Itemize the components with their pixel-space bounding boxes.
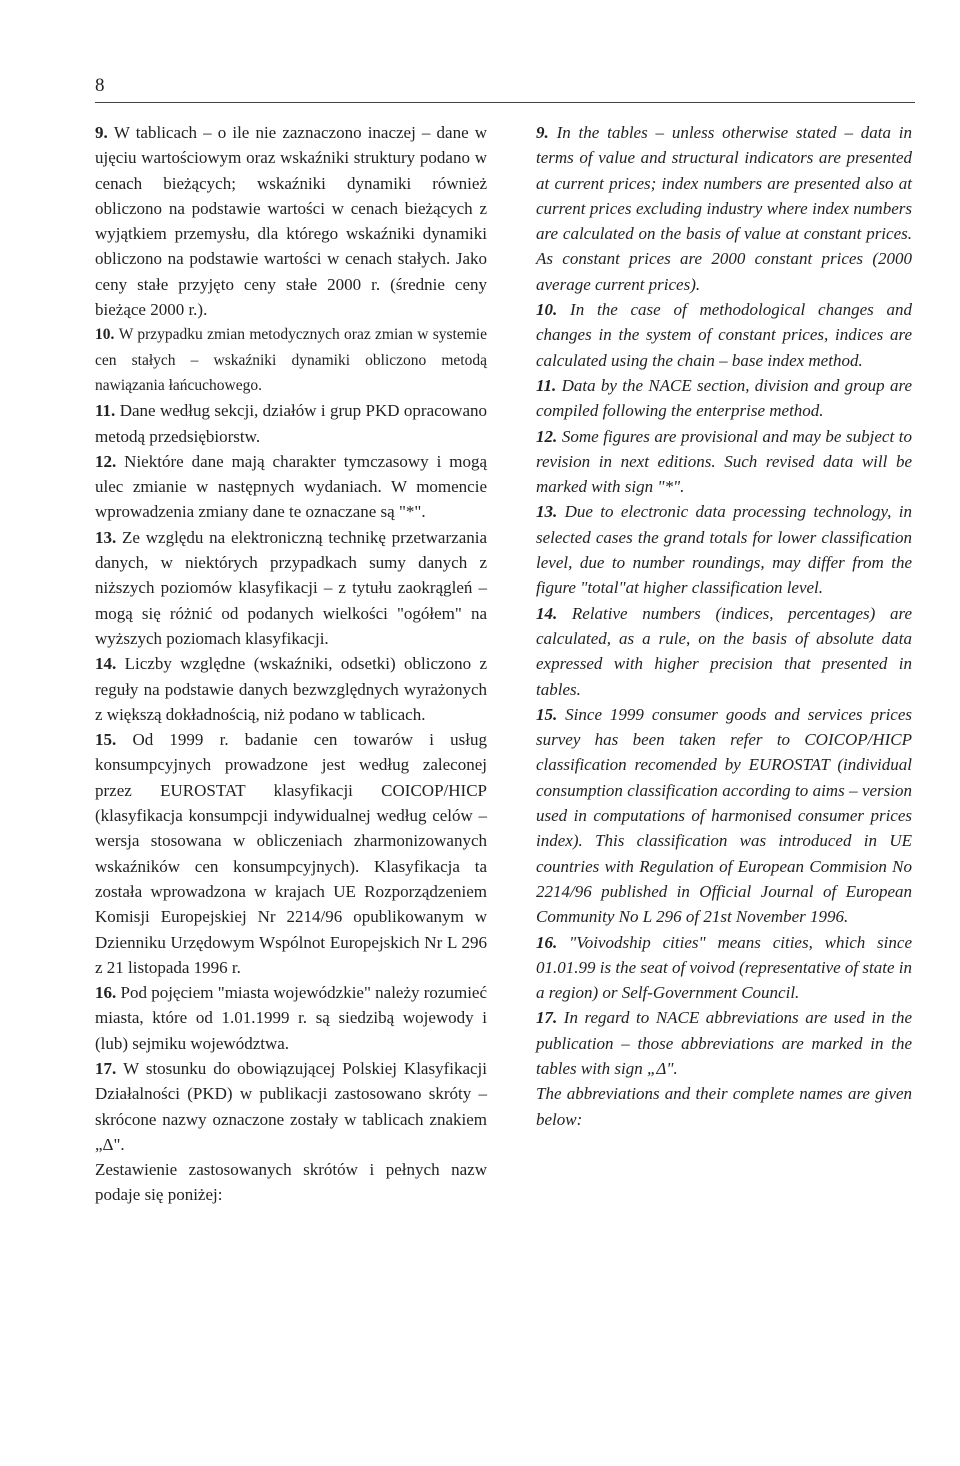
paragraph-text: W przypadku zmian metodycznych oraz zmian w systemie cen stałych – wskaźniki dynamiki obliczono metodą nawiązania łańcuchowego. [95,326,487,394]
paragraph-text: The abbreviations and their complete names are given below: [536,1084,912,1129]
paragraph-17-pl [95,1056,487,1157]
paragraph-text: "Voivodship cities" means cities, which since 01.01.99 is the seat of voivod (representative of state in a region) or Self-Government Council. [536,932,912,1003]
paragraph-number: 11. [536,375,557,395]
paragraph-text: Pod pojęciem "miasta wojewódzkie" należy rozumieć miasta, które od 1.01.1999 r. są siedzibą wojewody i (lub) sejmiku województwa. [95,983,488,1053]
paragraph-text: Since 1999 consumer goods and services prices survey has been taken refer to COICOP/HICP classification recomended by EUROSTAT (individual consumption classification according to aims – version used in computations of harmonised consumer prices index). This classification was introduced in UE countries with Regulation of European Commision No 2214/96 published in Official Journal of European Community No L 296 of 21st November 1996. [536,704,913,927]
paragraph-16-en [536,930,912,1006]
paragraph-text: Od 1999 r. badanie cen towarów i usług konsumpcyjnych prowadzone jest według zaleconej przez EUROSTAT klasyfikacji COICOP/HICP (klasyfikacja konsumpcji indywidualnej według celów – wersja stosowana w obliczeniach zharmonizowanych wskaźników cen konsumpcyjnych). Klasyfikacja ta została wprowadzona w krajach UE Rozporządzeniem Komisji Europejskiej Nr 2214/96 opublikowanym w Dzienniku Urzędowym Wspólnot Europejskich Nr L 296 z 21 listopada 1996 r. [95,730,487,977]
paragraph-12-en [536,424,912,500]
paragraph-number: 15. [536,704,558,724]
paragraph-number: 10. [536,300,558,320]
paragraph-15-pl [95,727,487,980]
paragraph-9-en [536,120,912,297]
paragraph-number: 12. [95,451,117,471]
paragraph-number: 12. [536,426,558,446]
paragraph-text: Relative numbers (indices, percentages) are calculated, as a rule, on the basis of absolute data expressed with higher precision that presented in tables. [536,603,912,699]
paragraph-13-en [536,499,912,600]
paragraph-number: 11. [95,401,116,421]
paragraph-14-en [536,601,912,702]
paragraph-15-en [536,702,912,930]
paragraph-number: 15. [95,730,117,750]
paragraph-number: 14. [95,654,117,674]
paragraph-number: 13. [95,527,117,547]
paragraph-text: Some figures are provisional and may be subject to revision in next editions. Such revised data will be marked with sign "*". [536,426,913,497]
paragraph-number: 16. [95,983,117,1003]
paragraph-number: 9. [536,123,549,142]
paragraph-text: Due to electronic data processing technology, in selected cases the grand totals for lower classification level, due to number roundings, may differ from the figure "total"at higher classification level. [536,502,912,598]
paragraph-text: In the case of methodological changes and changes in the system of constant prices, indices are calculated using the chain – base index method. [536,300,913,370]
paragraph-number: 10. [95,326,115,344]
paragraph-12-pl [95,449,487,525]
paragraph-text: In regard to NACE abbreviations are used in the publication – those abbreviations are marked in the tables with sign „Δ". [536,1008,913,1078]
paragraph-text: Data by the NACE section, division and group are compiled following the enterprise method. [536,375,912,421]
paragraph-abbreviations-intro-en [536,1081,912,1132]
paragraph-number: 14. [536,603,558,623]
paragraph-number: 9. [95,123,108,142]
english-column [536,120,912,1132]
paragraph-number: 13. [536,502,558,522]
paragraph-text: Zestawienie zastosowanych skrótów i pełnych nazw podaje się poniżej: [95,1160,487,1205]
paragraph-text: In the tables – unless otherwise stated – data in terms of value and structural indicators are presented at current prices; index numbers are presented also at current prices excluding industry where index numbers are calculated on the basis of value at constant prices. As constant prices are 2000 constant prices (2000 average current prices). [536,123,913,294]
paragraph-number: 17. [95,1058,117,1078]
paragraph-text: W tablicach – o ile nie zaznaczono inaczej – dane w ujęciu wartościowym oraz wskaźniki struktury podano w cenach bieżących; wskaźniki dynamiki również obliczono na podstawie wartości w cenach bieżących z wyjątkiem przemysłu, dla którego wskaźniki dynamiki obliczono na podstawie wartości w cenach stałych. Jako ceny stałe przyjęto ceny stałe 2000 r. (średnie ceny bieżące 2000 r.). [95,123,487,320]
paragraph-abbreviations-intro-pl [95,1157,487,1208]
polish-column [95,120,487,1208]
paragraph-11-en [536,373,912,424]
paragraph-13-pl [95,525,487,651]
paragraph-9-pl [95,120,487,322]
paragraph-16-pl [95,980,487,1056]
paragraph-text: Niektóre dane mają charakter tymczasowy i mogą ulec zmianie w następnych wydaniach. W momencie wprowadzenia zmiany dane te oznaczane są "*". [95,451,487,522]
paragraph-number: 17. [536,1008,558,1028]
paragraph-text: W stosunku do obowiązującej Polskiej Klasyfikacji Działalności (PKD) w publikacji zastosowano skróty – skrócone nazwy oznaczone zostały w tablicach znakiem „Δ". [95,1058,488,1154]
paragraph-17-en [536,1005,912,1081]
page-number: 8 [95,75,105,96]
paragraph-11-pl [95,398,487,449]
paragraph-number: 16. [536,932,558,952]
paragraph-text: Liczby względne (wskaźniki, odsetki) obliczono z reguły na podstawie danych bezwzględnych wyrażonych z większą dokładnością, niż podano w tablicach. [95,654,488,724]
paragraph-text: Ze względu na elektroniczną technikę przetwarzania danych, w niektórych przypadkach sumy danych z niższych poziomów klasyfikacji – z tytułu zaokrągleń – mogą się różnić od podanych wielkości "ogółem" na wyższych poziomach klasyfikacji. [95,527,488,648]
paragraph-10-en [536,297,912,373]
paragraph-text: Dane według sekcji, działów i grup PKD opracowano metodą przedsiębiorstw. [95,401,487,446]
paragraph-14-pl [95,651,487,727]
paragraph-10-pl [95,322,487,398]
header-rule [95,102,915,103]
